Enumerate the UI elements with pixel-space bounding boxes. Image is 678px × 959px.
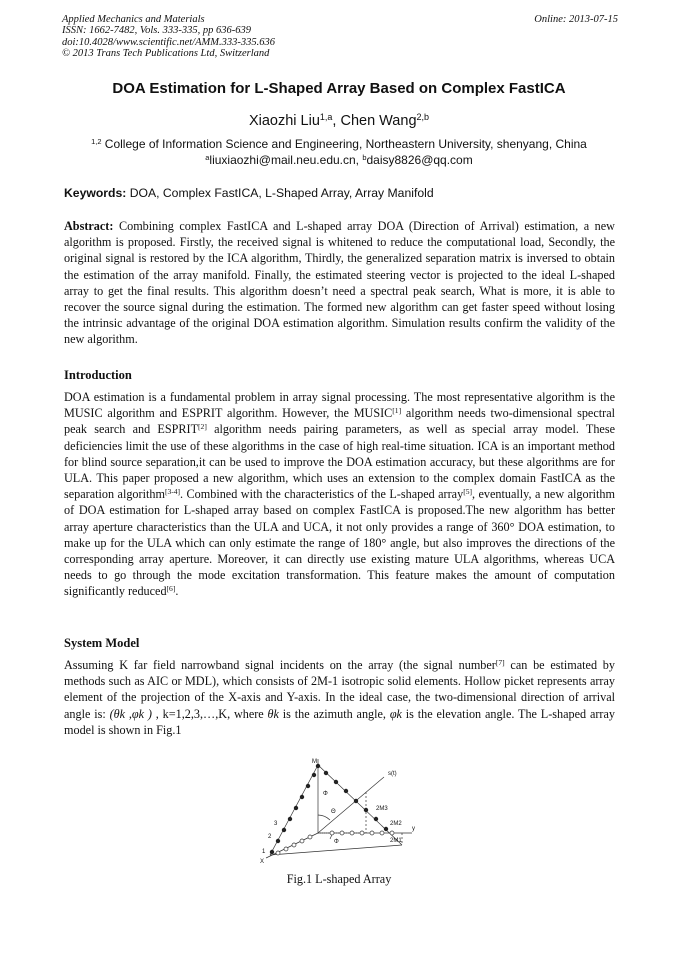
- label-m: M: [312, 759, 317, 765]
- sysmodel-text: , k=1,2,3,…,K, where: [151, 706, 268, 721]
- hollow-element: [350, 831, 354, 835]
- author-1-sup: 1,a: [319, 112, 333, 123]
- citation: [6]: [166, 584, 176, 594]
- sysmodel-text: Assuming K far field narrowband signal incidents on the array (the signal number: [64, 658, 496, 672]
- email-b-sup: b: [362, 152, 367, 162]
- copyright-line: © 2013 Trans Tech Publications Ltd, Switzerland: [62, 48, 270, 60]
- signal-ray: [318, 777, 384, 833]
- affiliation: [0, 137, 678, 168]
- intro-text: algorithm needs two-dimensional spectral peak search and ESPRIT: [64, 406, 615, 437]
- affiliation-sup: 1,2: [91, 136, 102, 146]
- hollow-element: [330, 831, 334, 835]
- issn-line: ISSN: 1662-7482, Vols. 333-335, pp 636-639: [62, 25, 251, 37]
- online-date: Online: 2013-07-15: [534, 14, 618, 25]
- theta-arc: [318, 815, 330, 820]
- label-y: y: [412, 826, 415, 832]
- email-a: liuxiaozhi@mail.neu.edu.cn,: [209, 152, 363, 167]
- affiliation-text: College of Information Science and Engineering, Northeastern University, shenyang, China: [101, 137, 587, 151]
- abstract: [64, 218, 615, 348]
- label-x: X: [260, 859, 265, 865]
- solid-element: [306, 784, 310, 788]
- label-2: 2: [268, 834, 272, 840]
- label-phi-lower: Φ: [334, 839, 339, 845]
- solid-element: [384, 827, 388, 831]
- solid-element: [354, 799, 358, 803]
- solid-elements: [270, 764, 388, 854]
- solid-element: [300, 795, 304, 799]
- doi-line: doi:10.4028/www.scientific.net/AMM.333-335.636: [62, 36, 275, 48]
- keywords-label: Keywords:: [64, 186, 127, 200]
- solid-element: [364, 808, 368, 812]
- author-separator: ,: [332, 113, 341, 129]
- solid-element: [312, 773, 316, 777]
- solid-element: [282, 828, 286, 832]
- journal-header: [62, 14, 618, 60]
- paper-title: DOA Estimation for L-Shaped Array Based on Complex FastICA: [112, 80, 566, 97]
- sysmodel-text: can be estimated by methods such as AIC or MDL), which consists of 2M-1 isotropic solid elements. Hollow picket represents array element of the projection of the X-axis and Y-axis. In the ideal case, the two-dimensional direction of arrival angle is:: [64, 658, 615, 721]
- solid-element: [334, 780, 338, 784]
- intro-text: DOA estimation is a fundamental problem in array signal processing. The most representative algorithm is the MUSIC algorithm and ESPRIT algorithm. However, the MUSIC: [64, 390, 615, 421]
- label-2m3: 2M3: [376, 806, 388, 812]
- keywords-text: DOA, Complex FastICA, L-Shaped Array, Array Manifold: [126, 186, 434, 200]
- hollow-element: [390, 831, 394, 835]
- hollow-element: [308, 835, 312, 839]
- label-1: 1: [262, 849, 266, 855]
- hollow-element: [380, 831, 384, 835]
- email-a-sup: a: [205, 152, 210, 162]
- label-s: s(t): [388, 771, 397, 777]
- l-shaped-array-figure: [252, 757, 428, 865]
- solid-element: [344, 789, 348, 793]
- intro-text: , eventually, a new algorithm of DOA estimation for L-shaped array based on complex FastICA is proposed.The new algorithm has better array aperture characteristics than the ULA and UCA, it not only provides a range of 360° DOA estimation, to make up for the ULA which can only estimate the range of 180° angle, but also improves the directions of the corresponding array aperture. Moreover, it can directly use existing mature ULA algorithms, whereas UCA needs to go through the mode excitation transformation. This feature makes the amount of computation significantly reduced: [64, 487, 615, 599]
- solid-element: [288, 817, 292, 821]
- hollow-element: [300, 839, 304, 843]
- authors: [0, 113, 678, 129]
- intro-text: . Combined with the characteristics of the L-shaped array: [180, 487, 464, 502]
- abstract-text: Combining complex FastICA and L-shaped array DOA (Direction of Arrival) estimation, a new algorithm is proposed. Firstly, the received signal is whitened to reduce the computational load, Secondly, the original signal is restored by the ICA algorithm, Thirdly, the generalized separation matrix is inversed to obtain the estimation of the array manifold. Finally, the estimated steering vector is projected to the ideal L-shaped array to get the final results. This algorithm doesn’t need a spectral peak search, What is more, it is able to recover the source signal during the estimation. The formed new algorithm can get faster speed without losing the intrinsic advantage of the original DOA estimation algorithm. Simulation results confirm the validity of the new algorithm.: [64, 219, 615, 347]
- author-2-name: Chen Wang: [340, 113, 417, 129]
- hollow-element: [360, 831, 364, 835]
- abstract-label: Abstract:: [64, 219, 114, 233]
- theta-symbol: θk: [267, 706, 279, 721]
- hollow-element: [292, 843, 296, 847]
- solid-element: [294, 806, 298, 810]
- introduction-heading: Introduction: [64, 368, 132, 382]
- intro-text: algorithm needs pairing parameters, as well as special array model. These deficiencies limit the use of these algorithms in the case of high real-time situation. ICA is an important method for blind source separation,it can be used to improve the DOA estimation accuracy, but these algorithms are for ULA. This paper proposed a new algorithm, which uses an extension to the complex domain FastICA as the separation algorithm: [64, 422, 615, 502]
- citation: [1]: [392, 406, 402, 416]
- solid-element: [374, 817, 378, 821]
- label-3: 3: [274, 821, 278, 827]
- label-2m1: 2M1: [390, 838, 402, 844]
- citation: [3-4]: [164, 487, 181, 497]
- phi-symbol: φk: [389, 706, 402, 721]
- solid-element: [324, 771, 328, 775]
- label-phi-upper: Φ: [323, 791, 328, 797]
- citation: [2]: [198, 422, 207, 432]
- citation: [5]: [463, 487, 472, 497]
- email-b: daisy8826@qq.com: [366, 152, 473, 167]
- intro-text: .: [175, 584, 179, 599]
- author-2-sup: 2,b: [416, 112, 430, 123]
- label-theta: Θ: [331, 809, 336, 815]
- hollow-element: [370, 831, 374, 835]
- solid-element: [270, 850, 274, 854]
- introduction-body: [64, 389, 615, 600]
- citation: [7]: [495, 657, 505, 667]
- sysmodel-text: is the elevation angle. The L-shaped array model is shown in Fig.1: [64, 706, 615, 737]
- system-model-body: [64, 657, 615, 738]
- journal-name: Applied Mechanics and Materials: [62, 14, 205, 25]
- figure-caption: Fig.1 L-shaped Array: [286, 872, 392, 886]
- author-1-name: Xiaozhi Liu: [248, 113, 320, 129]
- hollow-element: [276, 851, 280, 855]
- system-model-heading: System Model: [64, 636, 140, 650]
- angle-expression: (θk ,φk ): [109, 706, 152, 721]
- solid-element: [276, 839, 280, 843]
- hollow-element: [340, 831, 344, 835]
- sysmodel-text: is the azimuth angle,: [278, 706, 390, 721]
- label-2m2: 2M2: [390, 821, 402, 827]
- keywords: [64, 186, 616, 200]
- hollow-element: [284, 847, 288, 851]
